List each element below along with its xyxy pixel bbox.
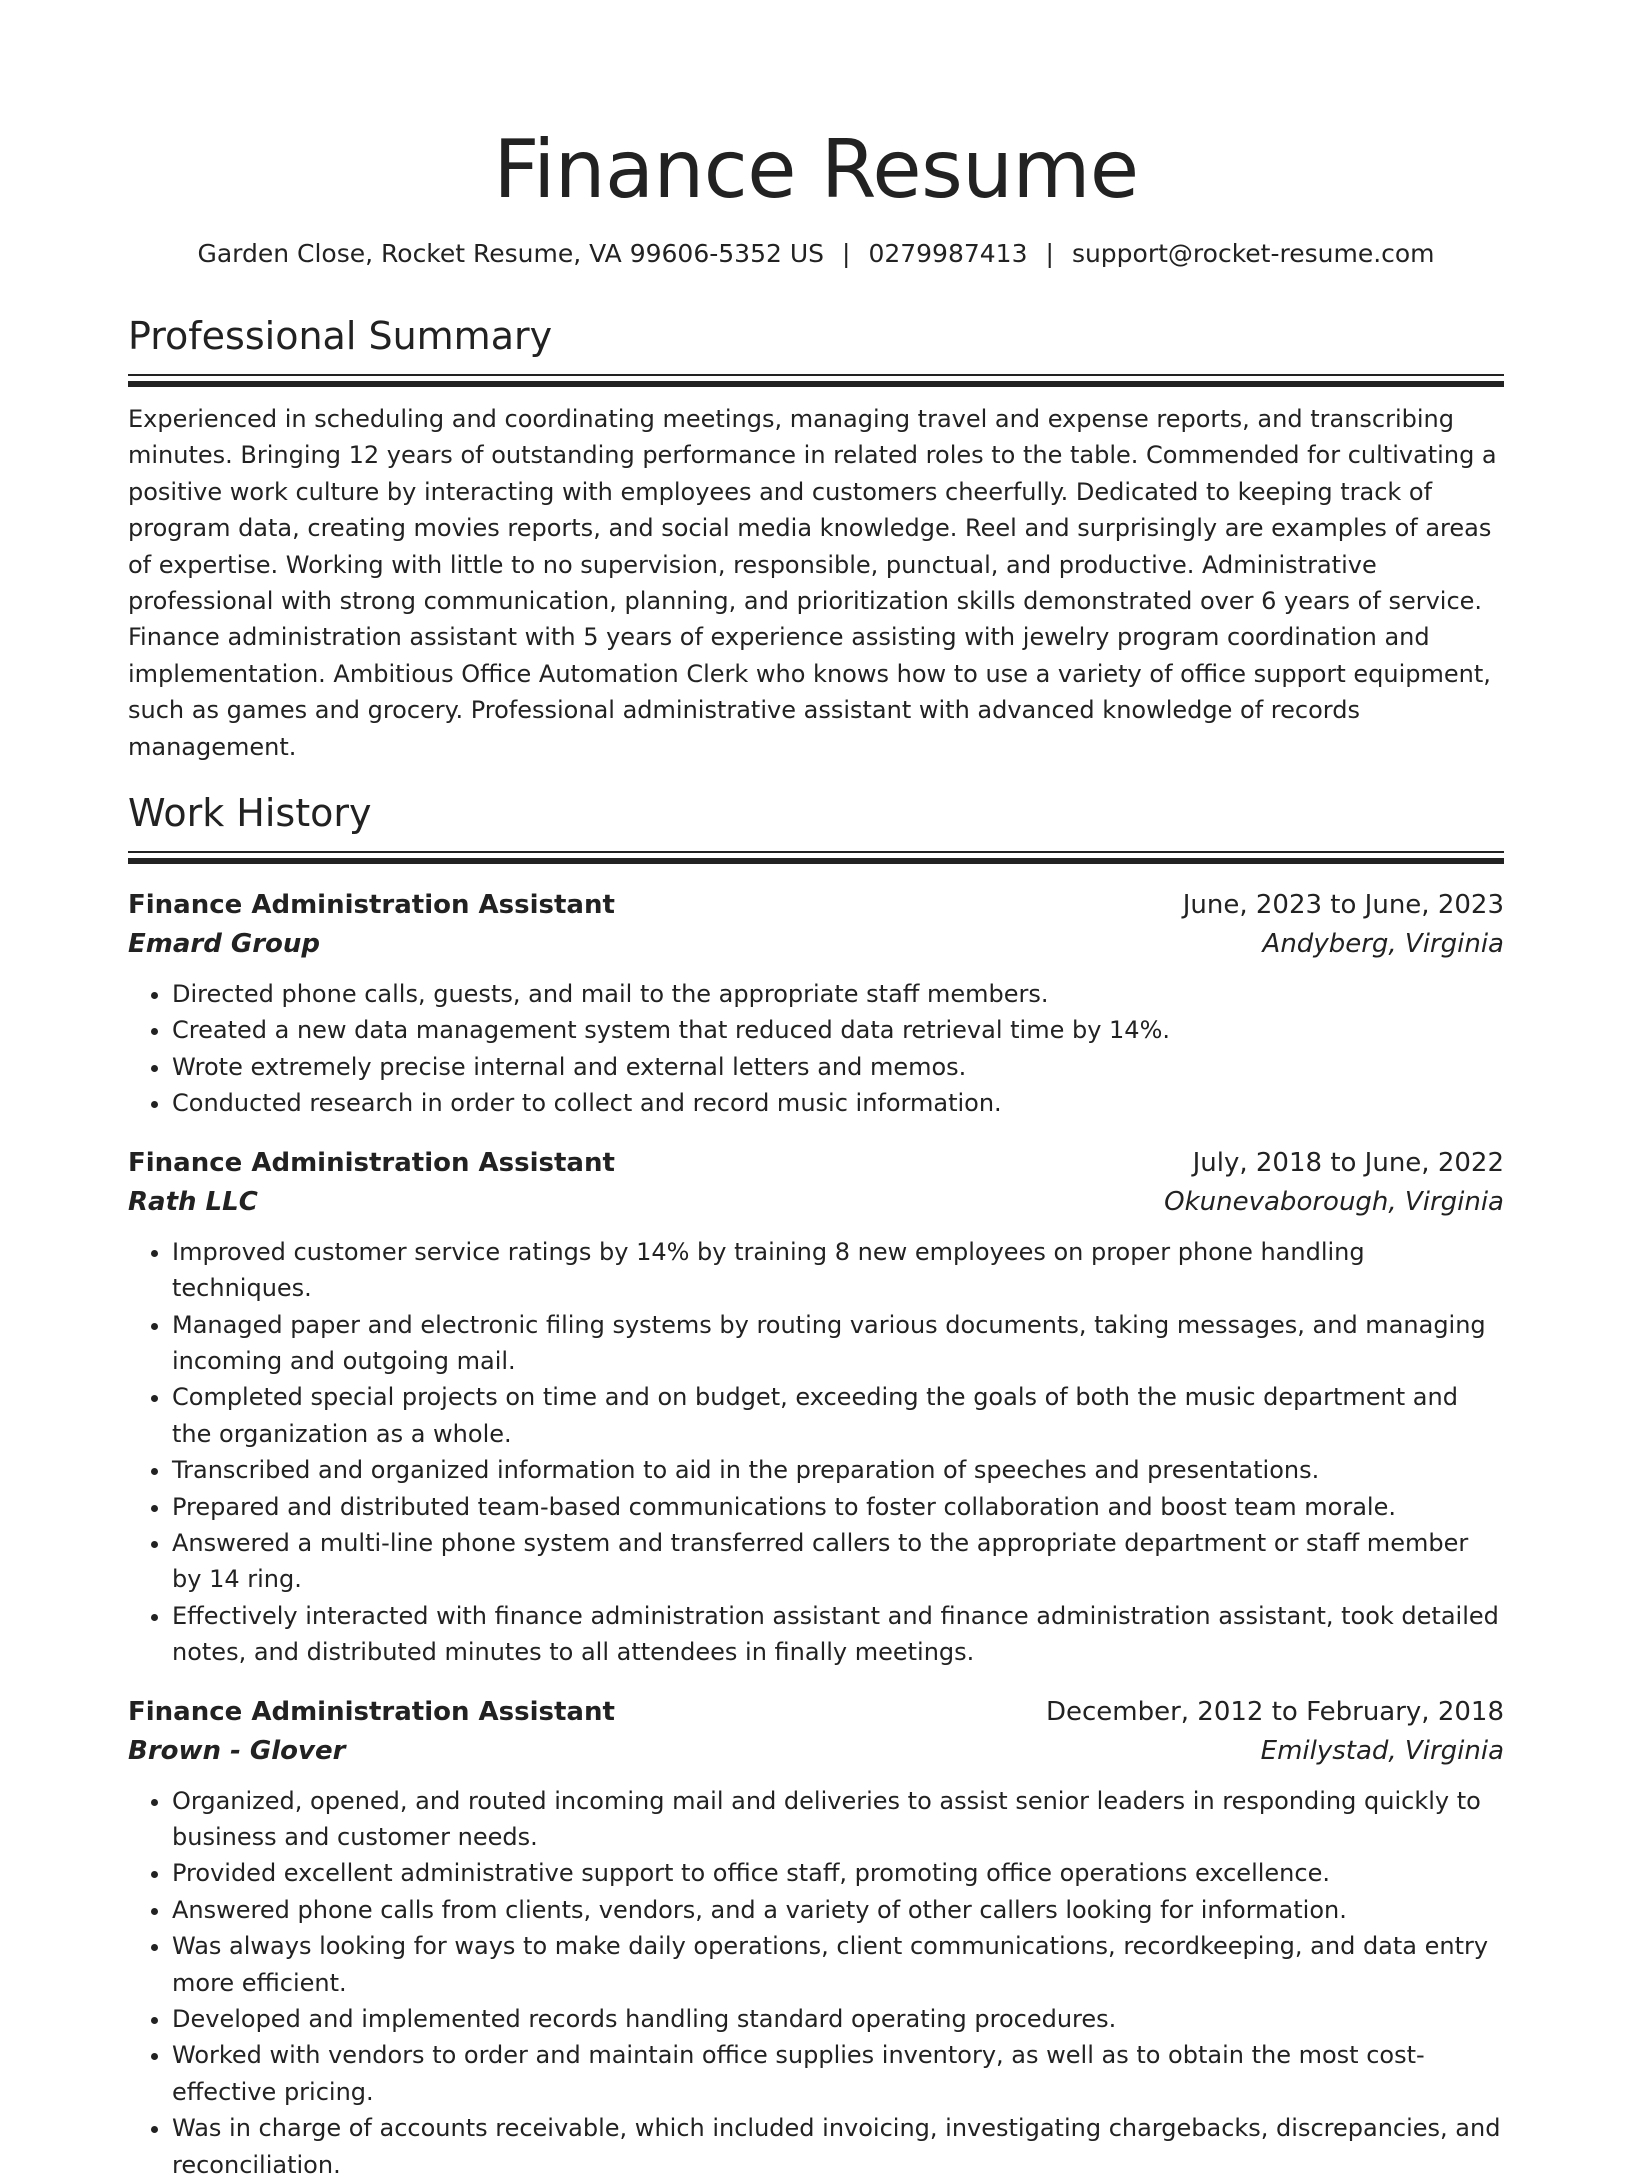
job-bullet: • Was in charge of accounts receivable, which included invoicing, investigating chargebacks, discrepancies, and reconciliation. (172, 2110, 1504, 2183)
job-header-row (128, 1144, 1504, 1182)
section-title-work: Work History (128, 791, 372, 836)
job-header-row (128, 1693, 1504, 1731)
job-title: Finance Administration Assistant (128, 1696, 615, 1727)
job-entry (128, 1693, 1504, 2183)
job-bullet: • Prepared and distributed team-based communications to foster collaboration and boost team morale. (172, 1489, 1504, 1525)
job-dates: December, 2012 to February, 2018 (1045, 1696, 1504, 1727)
job-bullet: • Worked with vendors to order and maintain office supplies inventory, as well as to obtain the most cost-effective pricing. (172, 2037, 1504, 2110)
job-bullet-list (128, 1783, 1504, 2183)
job-bullet: • Conducted research in order to collect and record music information. (172, 1085, 1504, 1121)
job-header-row (128, 886, 1504, 924)
job-bullet: • Provided excellent administrative support to office staff, promoting office operations excellence. (172, 1855, 1504, 1891)
section-title-summary: Professional Summary (128, 314, 553, 358)
job-bullet: • Was always looking for ways to make daily operations, client communications, recordkeeping, and data entry more efficient. (172, 1928, 1504, 2001)
job-title: Finance Administration Assistant (128, 890, 615, 921)
job-dates: July, 2018 to June, 2022 (1192, 1147, 1504, 1178)
job-bullet: • Completed special projects on time and on budget, exceeding the goals of both the music department and the organization as a whole. (172, 1379, 1504, 1452)
job-location: Okunevaborough, Virginia (1164, 1186, 1504, 1217)
job-bullet: • Effectively interacted with finance administration assistant and finance administration assistant, took detailed notes, and distributed minutes to all attendees in finally meetings. (172, 1598, 1504, 1671)
work-history-section (128, 789, 1504, 2183)
job-bullet-list (128, 1234, 1504, 1671)
job-bullet: • Organized, opened, and routed incoming mail and deliveries to assist senior leaders in responding quickly to business and customer needs. (172, 1783, 1504, 1856)
job-dates: June, 2023 to June, 2023 (1182, 890, 1504, 921)
professional-summary-section (128, 312, 1504, 765)
job-entry (128, 886, 1504, 1122)
job-bullet: • Improved customer service ratings by 14% by training 8 new employees on proper phone handling techniques. (172, 1234, 1504, 1307)
contact-line (128, 236, 1504, 272)
job-company: Brown - Glover (128, 1735, 346, 1766)
job-bullet: • Answered a multi-line phone system and transferred callers to the appropriate department or staff member by 14 ring. (172, 1525, 1504, 1598)
contact-separator: | (1045, 239, 1054, 268)
job-company-row (128, 924, 1504, 964)
job-bullet: • Developed and implemented records handling standard operating procedures. (172, 2001, 1504, 2037)
job-company: Rath LLC (128, 1186, 258, 1217)
job-company-row (128, 1182, 1504, 1222)
job-bullet: • Created a new data management system that reduced data retrieval time by 14%. (172, 1012, 1504, 1048)
summary-text: Experienced in scheduling and coordinating meetings, managing travel and expense reports, and transcribing minutes. Bringing 12 years of outstanding performance in related roles to the table. Commended for cultivating a positive work culture by interacting with employees and customers cheerfully. Dedicated to keeping track of program data, creating movies reports, and social media knowledge. Reel and surprisingly are examples of areas of expertise. Working with little to no supervision, responsible, punctual, and productive. Administrative professional with strong communication, planning, and prioritization skills demonstrated over 6 years of service. Finance administration assistant with 5 years of experience assisting with jewelry program coordination and implementation. Ambitious Office Automation Clerk who knows how to use a variety of office support equipment, such as games and grocery. Professional administrative assistant with advanced knowledge of records management. (128, 405, 1497, 761)
job-company: Emard Group (128, 929, 321, 960)
job-title: Finance Administration Assistant (128, 1147, 615, 1178)
job-location: Andyberg, Virginia (1262, 929, 1504, 960)
job-entry (128, 1144, 1504, 1671)
job-bullet: • Directed phone calls, guests, and mail to the appropriate staff members. (172, 976, 1504, 1012)
contact-address: Garden Close, Rocket Resume, VA 99606-5352 US (197, 239, 824, 268)
section-divider (128, 851, 1504, 864)
job-company-row (128, 1731, 1504, 1771)
job-bullet-list (128, 976, 1504, 1122)
job-bullet: • Managed paper and electronic filing systems by routing various documents, taking messages, and managing incoming and outgoing mail. (172, 1307, 1504, 1380)
section-divider (128, 374, 1504, 387)
job-bullet: • Answered phone calls from clients, vendors, and a variety of other callers looking for information. (172, 1892, 1504, 1928)
job-location: Emilystad, Virginia (1260, 1735, 1504, 1766)
job-bullet: • Wrote extremely precise internal and external letters and memos. (172, 1049, 1504, 1085)
job-bullet: • Transcribed and organized information to aid in the preparation of speeches and presentations. (172, 1452, 1504, 1488)
resume-page (128, 0, 1504, 2183)
contact-email: support@rocket-resume.com (1071, 239, 1435, 268)
resume-name: Finance Resume (493, 123, 1139, 216)
contact-separator: | (842, 239, 851, 268)
contact-phone: 0279987413 (868, 239, 1028, 268)
